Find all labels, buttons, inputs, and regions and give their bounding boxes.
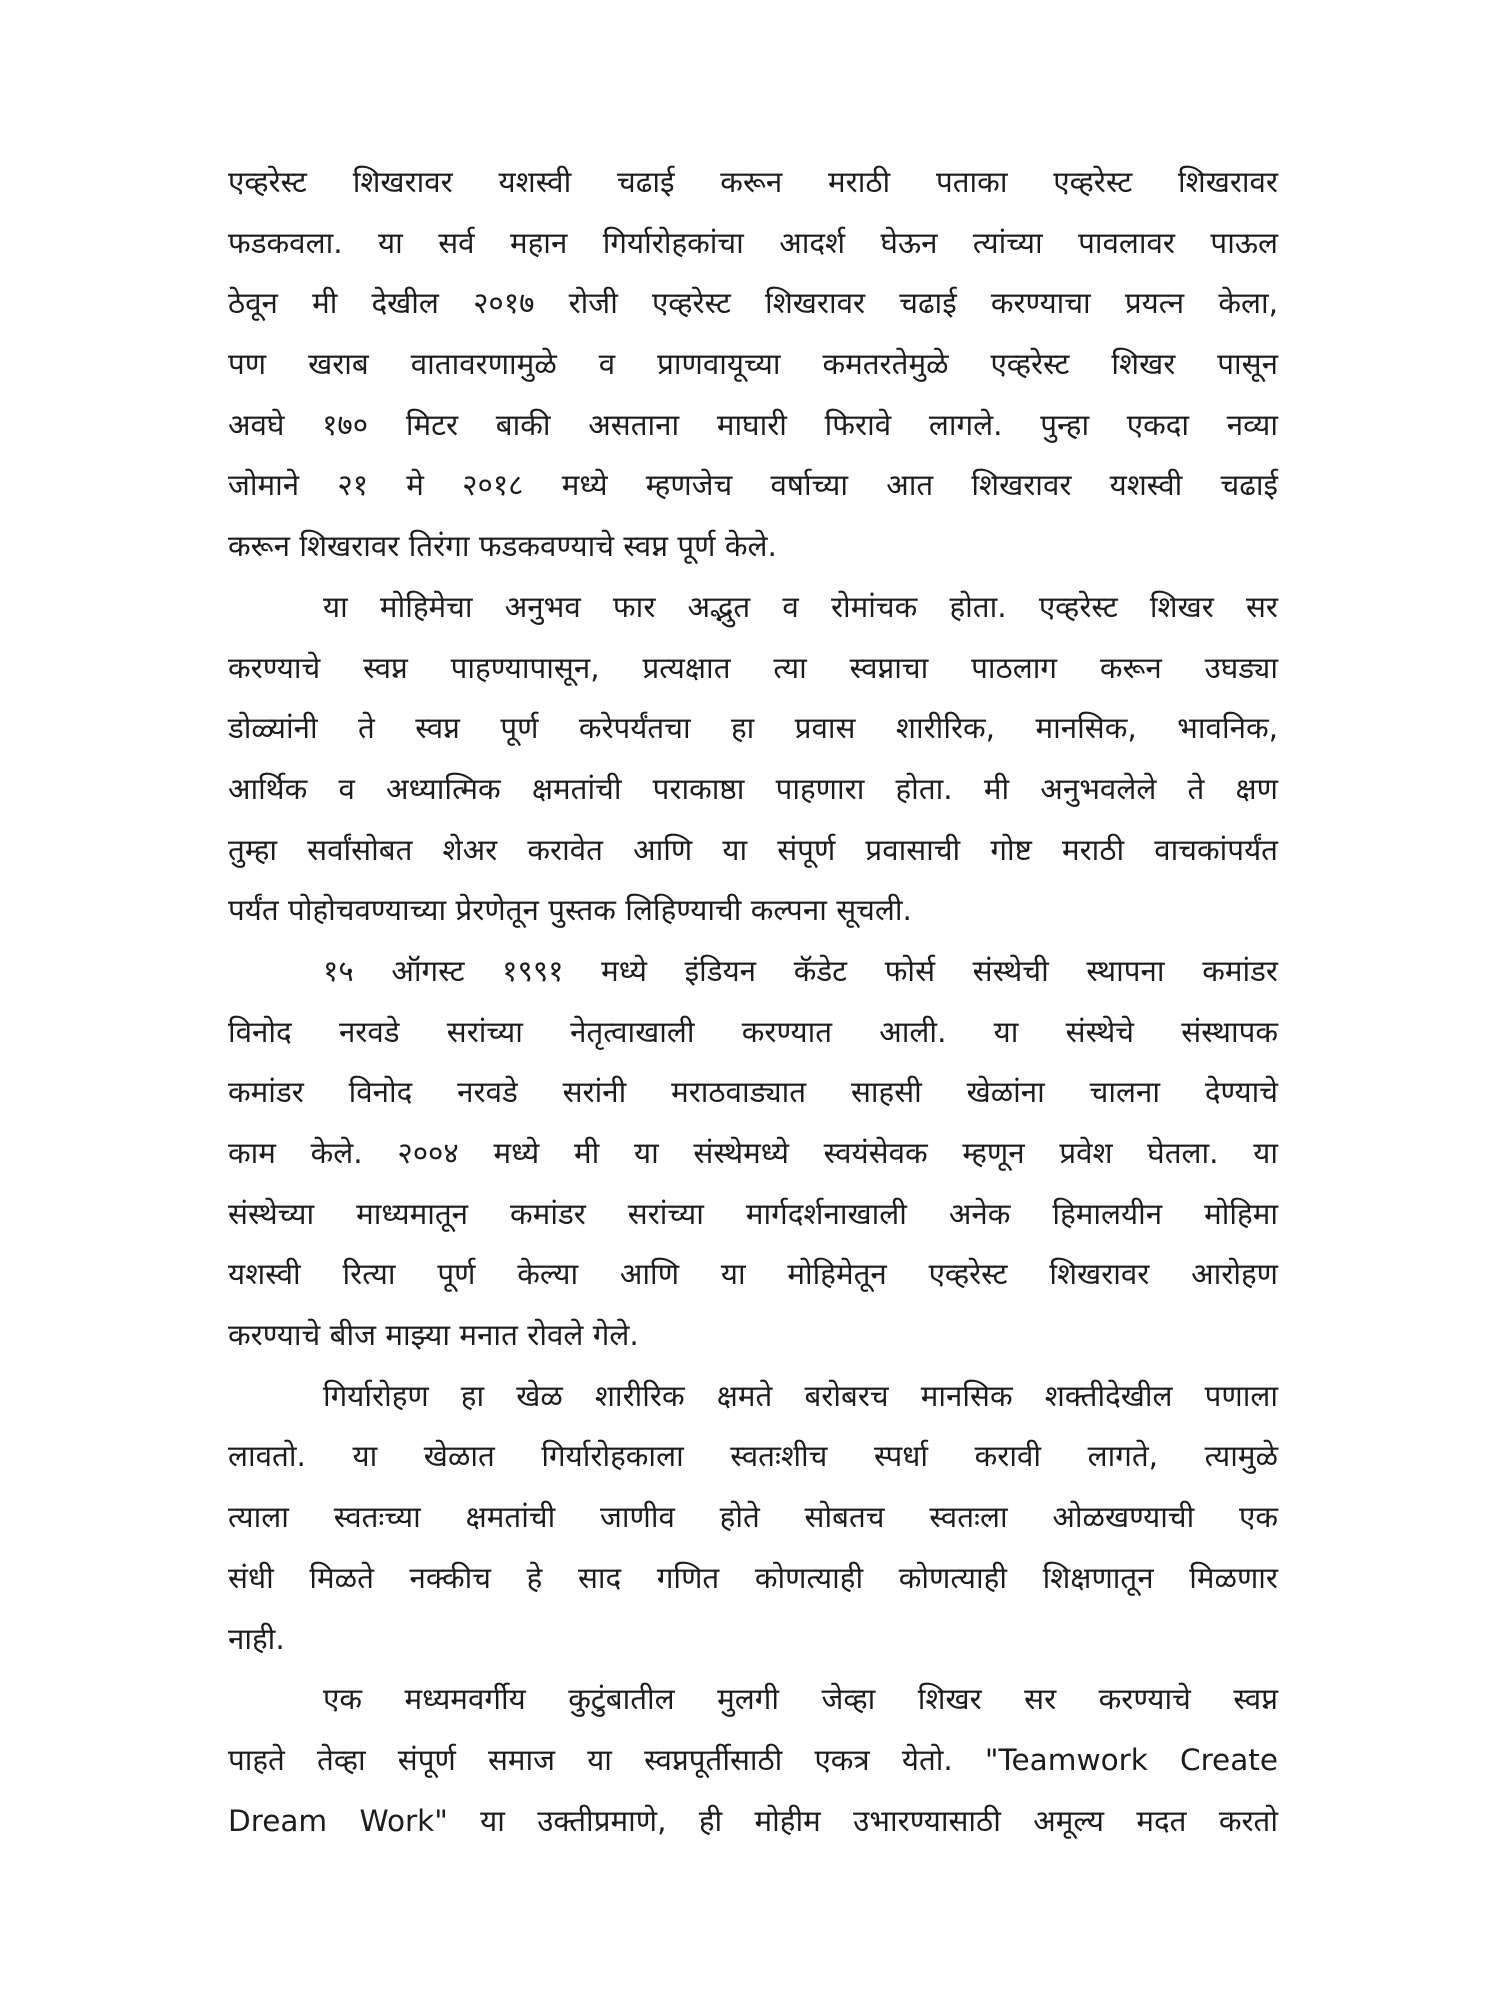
paragraph-3-line-7: करण्याचे बीज माझ्या मनात रोवले गेले. — [228, 1318, 639, 1353]
paragraph-1-line-4: पण खराब वातावरणामुळे व प्राणवायूच्या कमतरतेमुळे एव्हरेस्ट शिखर पासून — [228, 347, 1278, 382]
paragraph-1-line-2: फडकवला. या सर्व महान गिर्यारोहकांचा आदर्श घेऊन त्यांच्या पावलावर पाऊल — [228, 225, 1278, 260]
paragraph-2-line-4: आर्थिक व अध्यात्मिक क्षमतांची पराकाष्ठा पाहणारा होता. मी अनुभवलेले ते क्षण — [228, 771, 1278, 806]
paragraph-3-line-1: १५ ऑगस्ट १९९१ मध्ये इंडियन कॅडेट फोर्स संस्थेची स्थापना कमांडर — [323, 953, 1278, 988]
paragraph-4-line-3: त्याला स्वतःच्या क्षमतांची जाणीव होते सोबतच स्वतःला ओळखण्याची एक — [228, 1500, 1278, 1535]
paragraph-1-line-5: अवघे १७० मिटर बाकी असताना माघारी फिरावे लागले. पुन्हा एकदा नव्या — [228, 407, 1278, 442]
paragraph-2-line-1: या मोहिमेचा अनुभव फार अद्भुत व रोमांचक होता. एव्हरेस्ट शिखर सर — [323, 589, 1278, 624]
paragraph-3-line-2: विनोद नरवडे सरांच्या नेतृत्वाखाली करण्यात आली. या संस्थेचे संस्थापक — [228, 1014, 1278, 1049]
paragraph-1-line-1: एव्हरेस्ट शिखरावर यशस्वी चढाई करून मराठी पताका एव्हरेस्ट शिखरावर — [228, 165, 1278, 199]
paragraph-1-line-3: ठेवून मी देखील २०१७ रोजी एव्हरेस्ट शिखरावर चढाई करण्याचा प्रयत्न केला, — [228, 286, 1278, 321]
paragraph-1-line-7: करून शिखरावर तिरंगा फडकवण्याचे स्वप्न पूर्ण केले. — [228, 529, 777, 564]
body-text — [228, 152, 1278, 1851]
paragraph-2-line-3: डोळ्यांनी ते स्वप्न पूर्ण करेपर्यंतचा हा प्रवास शारीरिक, मानसिक, भावनिक, — [228, 711, 1278, 746]
paragraph-4-line-1: गिर्यारोहण हा खेळ शारीरिक क्षमते बरोबरच मानसिक शक्तीदेखील पणाला — [323, 1378, 1278, 1413]
paragraph-3-line-4: काम केले. २००४ मध्ये मी या संस्थेमध्ये स्वयंसेवक म्हणून प्रवेश घेतला. या — [228, 1136, 1278, 1170]
paragraph-4-line-5: नाही. — [228, 1621, 285, 1656]
paragraph-5-line-1: एक मध्यमवर्गीय कुटुंबातील मुलगी जेव्हा शिखर सर करण्याचे स्वप्न — [323, 1682, 1278, 1717]
paragraph-3-line-5: संस्थेच्या माध्यमातून कमांडर सरांच्या मार्गदर्शनाखाली अनेक हिमालयीन मोहिमा — [228, 1196, 1278, 1231]
paragraph-5-line-3: Dream Work" या उक्तीप्रमाणे, ही मोहीम उभारण्यासाठी अमूल्य मदत करतो — [228, 1803, 1278, 1838]
paragraph-4-line-2: लावतो. या खेळात गिर्यारोहकाला स्वतःशीच स्पर्धा करावी लागते, त्यामुळे — [228, 1439, 1278, 1474]
paragraph-4-line-4: संधी मिळते नक्कीच हे साद गणित कोणत्याही कोणत्याही शिक्षणातून मिळणार — [228, 1560, 1278, 1595]
paragraph-5-line-2: पाहते तेव्हा संपूर्ण समाज या स्वप्नपूर्तीसाठी एकत्र येतो. "Teamwork Create — [228, 1742, 1278, 1777]
paragraph-3-line-6: यशस्वी रित्या पूर्ण केल्या आणि या मोहिमेतून एव्हरेस्ट शिखरावर आरोहण — [228, 1257, 1278, 1292]
paragraph-3-line-3: कमांडर विनोद नरवडे सरांनी मराठवाड्यात साहसी खेळांना चालना देण्याचे — [228, 1075, 1278, 1110]
paragraph-1-line-6: जोमाने २१ मे २०१८ मध्ये म्हणजेच वर्षाच्या आत शिखरावर यशस्वी चढाई — [228, 468, 1278, 503]
paragraph-2-line-5: तुम्हा सर्वांसोबत शेअर करावेत आणि या संपूर्ण प्रवासाची गोष्ट मराठी वाचकांपर्यंत — [228, 832, 1278, 867]
paragraph-2-line-6: पर्यंत पोहोचवण्याच्या प्रेरणेतून पुस्तक लिहिण्याची कल्पना सूचली. — [228, 893, 912, 928]
paragraph-2-line-2: करण्याचे स्वप्न पाहण्यापासून, प्रत्यक्षात त्या स्वप्नाचा पाठलाग करून उघड्या — [228, 650, 1278, 685]
